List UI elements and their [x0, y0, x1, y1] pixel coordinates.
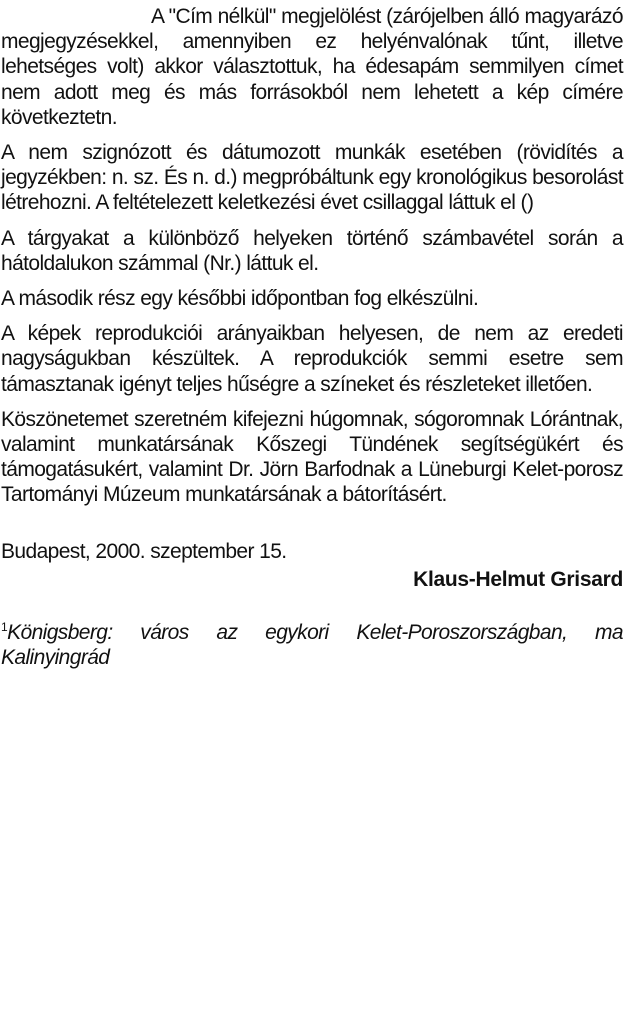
footnote-marker: 1: [1, 620, 8, 635]
document-page: [1, 4, 623, 670]
author-signature: Klaus-Helmut Grisard: [413, 567, 623, 591]
spacer: [1, 518, 623, 539]
paragraph-acknowledgements: Köszönetemet szeretném kifejezni húgomnak, sógoromnak Lórántnak, valamint munkatársának Kőszegi Tündének segítségükért és támogatásukért, valamint Dr. Jörn Barfodnak a Lüneburgi Kelet-porosz Tartományi Múzeum munkatársának a bátorításért.: [1, 407, 623, 507]
paragraph-numbering: A tárgyakat a különböző helyeken történő számbavétel során a hátoldalukon számmal (Nr.) láttuk el.: [1, 226, 623, 275]
dateline: Budapest, 2000. szeptember 15.: [1, 539, 287, 563]
paragraph-undated-works: A nem szignózott és dátumozott munkák esetében (rövidítés a jegyzékben: n. sz. És n. d.) megpróbáltunk egy kronológikus besorolást létrehozni. A feltételezett keletkezési évet csillaggal láttuk el (): [1, 141, 623, 215]
paragraph-reproductions: A képek reprodukciói arányaikban helyesen, de nem az eredeti nagyságukban készültek. A reprodukciók semmi esetre sem támasztanak igényt teljes hűségre a színeket és részleteket illetően.: [1, 322, 623, 396]
paragraph-untitled-note: A "Cím nélkül" megjelölést (zárójelben álló magyarázó megjegyzésekkel, amennyiben ez helyénvalónak tűnt, illetve lehetséges volt) akkor választottuk, ha édesapám semmilyen címet nem adott meg és más forrásokból nem lehetett a kép címére következtetn.: [1, 5, 623, 129]
footnote-text: Königsberg: város az egykori Kelet-Poroszországban, ma Kalinyingrád: [1, 621, 623, 670]
footnote: [1, 620, 623, 670]
paragraph-second-part: A második rész egy későbbi időpontban fog elkészülni.: [1, 287, 479, 311]
